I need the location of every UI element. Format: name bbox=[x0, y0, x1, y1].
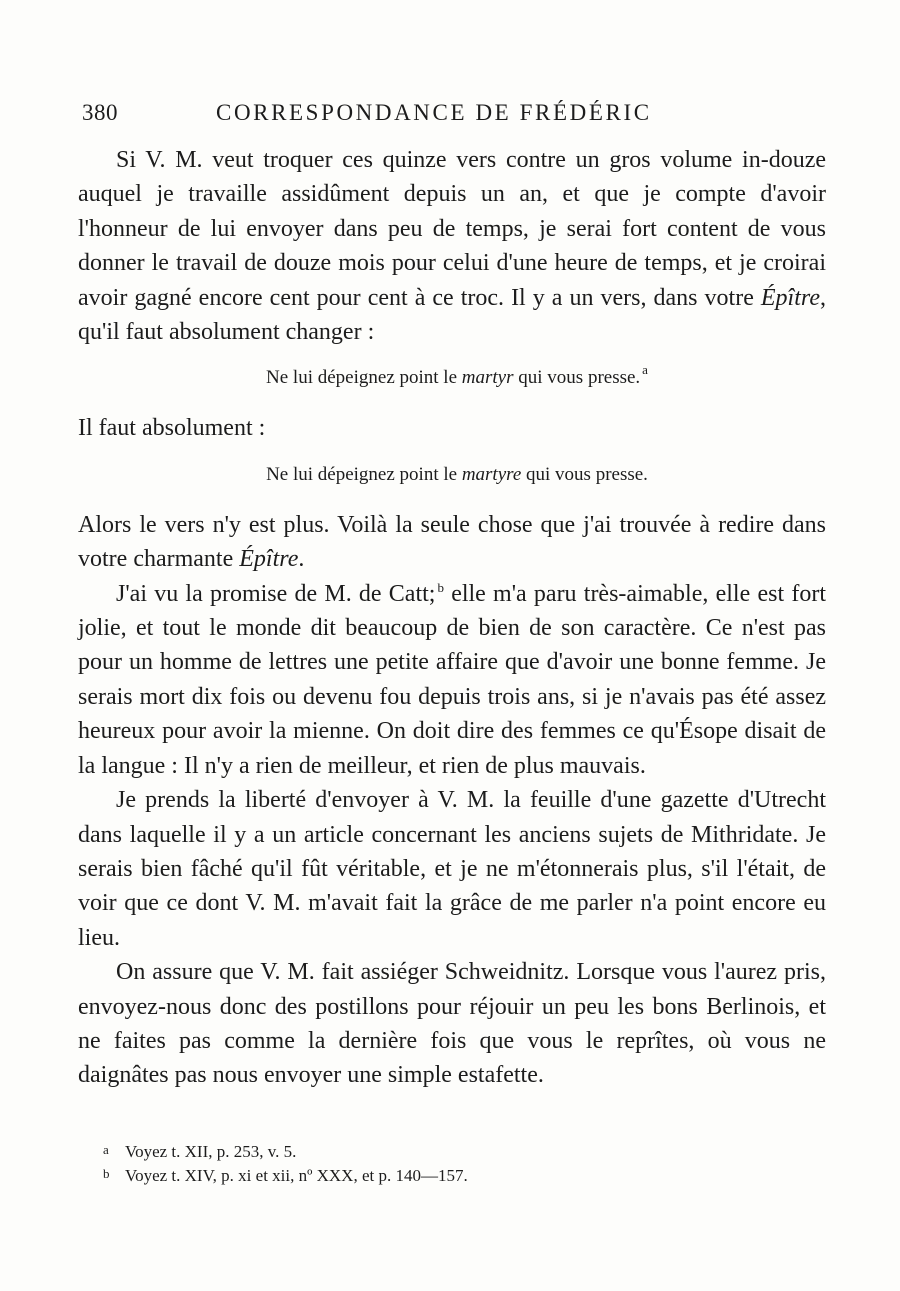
footnote-mark: b bbox=[103, 1166, 110, 1181]
footnote-text: Voyez t. XIV, p. xi et xii, nº XXX, et p. 140—157. bbox=[125, 1166, 468, 1185]
verse-1-italic: martyr bbox=[461, 367, 514, 389]
paragraph-4-text: J'ai vu la promise de M. de Catt; bbox=[116, 580, 436, 607]
footnotes bbox=[103, 1140, 803, 1188]
paragraph-5: Je prends la liberté d'envoyer à V. M. la feuille d'une gazette d'Utrecht dans laquelle il y a un article concernant les anciens sujets de Mithridate. Je serais bien fâché qu'il fût véritable, et je ne m'étonnerais plus, s'il l'était, de voir que ce dont V. M. m'avait fait la grâce de me parler n'a point encore eu lieu. bbox=[78, 787, 826, 951]
verse-2-italic: martyre bbox=[461, 463, 522, 485]
footnote-b bbox=[103, 1164, 803, 1188]
page-number: 380 bbox=[82, 100, 118, 125]
verse-1-tail: qui vous presse. bbox=[513, 367, 641, 389]
footnote-text: Voyez t. XII, p. 253, v. 5. bbox=[125, 1142, 297, 1161]
paragraph-6: On assure que V. M. fait assiéger Schweidnitz. Lorsque vous l'aurez pris, envoyez-nous donc des postillons pour réjouir un peu les bons Berlinois, et ne faites pas comme la dernière fois que vous le reprîtes, où vous ne daignâtes pas nous envoyer une simple estafette. bbox=[78, 959, 826, 1089]
footnote-a bbox=[103, 1140, 803, 1164]
paragraph-4 bbox=[78, 577, 826, 783]
paragraph-1 bbox=[78, 143, 826, 349]
paragraph-1-text: Si V. M. veut troquer ces quinze vers contre un gros volume in-douze auquel je travaille assidûment depuis un an, et que je compte d'avoir l'honneur de lui envoyer dans peu de temps, je serai fort content de vous donner le travail de douze mois pour celui d'une heure de temps, et je croirai avoir gagné encore cent pour cent à ce troc. Il y a un vers, dans votre bbox=[78, 147, 826, 311]
footnote-ref-a[interactable]: a bbox=[642, 362, 648, 378]
paragraph-3-italic: Épître bbox=[239, 546, 299, 573]
verse-quote-1 bbox=[78, 362, 826, 391]
footnote-mark: a bbox=[103, 1142, 109, 1157]
verse-1-text: Ne lui dépeignez point le bbox=[266, 367, 462, 389]
paragraph-3 bbox=[78, 508, 826, 577]
footnote-ref-b[interactable]: b bbox=[437, 579, 444, 595]
paragraph-2: Il faut absolument : bbox=[78, 415, 266, 442]
paragraph-3-tail: . bbox=[298, 546, 305, 573]
paragraph-1-tail: , qu'il faut absolument changer : bbox=[78, 284, 826, 346]
letter-body bbox=[78, 143, 826, 1093]
paragraph-4-tail: elle m'a paru très-aimable, elle est fort jolie, et tout le monde dit beaucoup de bien de son caractère. Ce n'est pas pour un homme de lettres une petite affaire que d'avoir une bonne femme. Je serais mort dix fois ou devenu fou depuis trois ans, si je n'avais pas été assez heureux pour avoir la mienne. On doit dire des femmes ce qu'Ésope disait de la langue : Il n'y a rien de meilleur, et rien de plus mauvais. bbox=[78, 580, 826, 779]
paragraph-1-italic: Épître bbox=[760, 284, 820, 311]
verse-2-text: Ne lui dépeignez point le bbox=[266, 463, 462, 485]
running-title: CORRESPONDANCE DE FRÉDÉRIC bbox=[216, 100, 652, 125]
paragraph-3-text: Alors le vers n'y est plus. Voilà la seule chose que j'ai trouvée à redire dans votre charmante bbox=[78, 511, 826, 573]
running-head bbox=[82, 100, 822, 134]
verse-quote-2 bbox=[78, 462, 826, 488]
verse-2-tail: qui vous presse. bbox=[521, 463, 648, 485]
